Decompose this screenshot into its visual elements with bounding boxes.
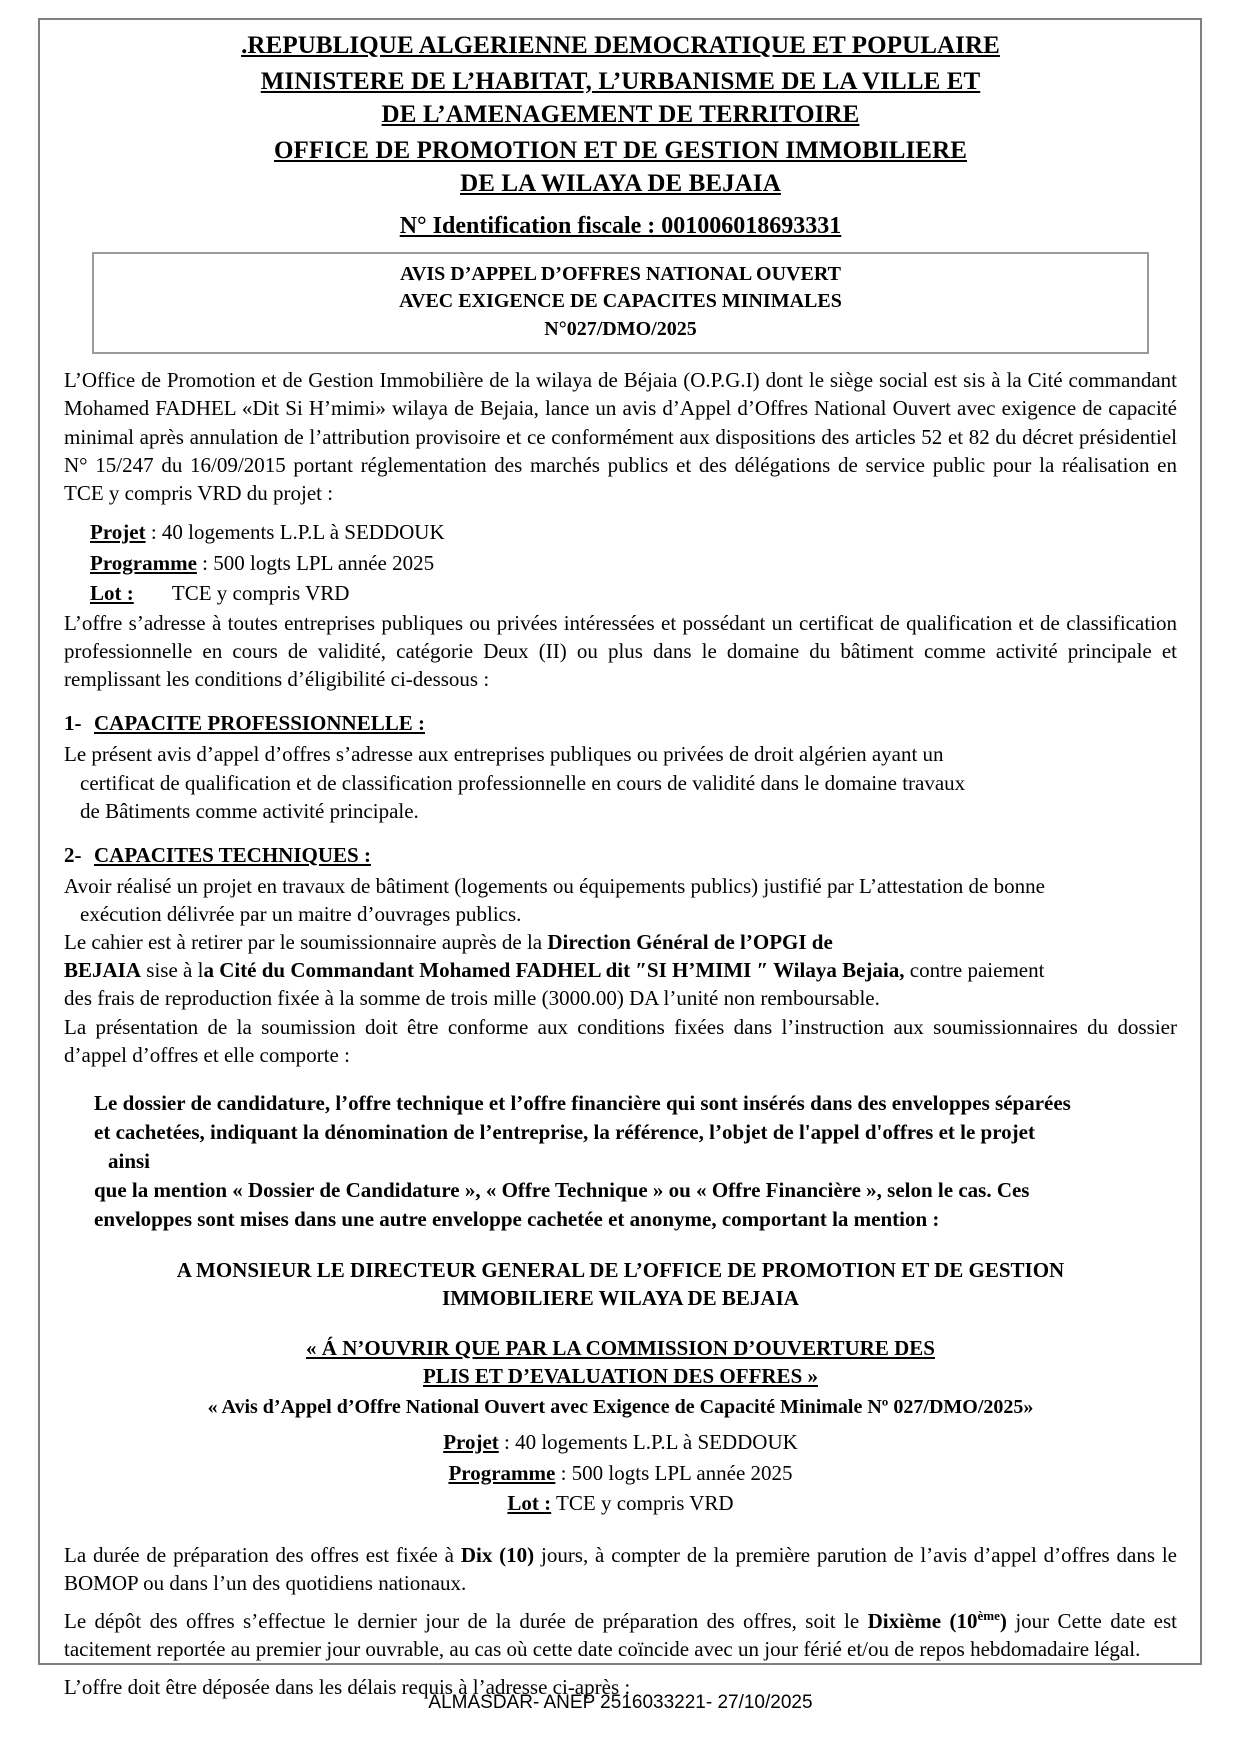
deadline-address-paragraph: L’offre doit être déposée dans les délais requis à l’adresse ci-après :	[64, 1675, 631, 1700]
section-1-number: 1-	[64, 711, 82, 736]
addressee-line-1: A MONSIEUR LE DIRECTEUR GENERAL DE L’OFFICE DE PROMOTION ET DE GESTION	[176, 1257, 1065, 1282]
document-header	[64, 30, 1177, 201]
deadline-deposit-text-a: Le dépôt des offres s’effectue le dernier jour de la durée de préparation des offres, soit le	[64, 1609, 868, 1634]
tender-notice-box	[92, 252, 1149, 355]
do-not-open-line-1-text: « Á N’OUVRIR QUE PAR LA COMMISSION D’OUVERTURE DES	[306, 1335, 935, 1360]
cahier-paragraph	[64, 928, 1177, 1012]
header-line-ministry-2	[64, 99, 1177, 132]
deadline-prep-text-a: La durée de préparation des offres est fixée à	[64, 1542, 461, 1567]
deadline-deposit-text-b: jour Cette date est tacitement reportée au premier jour ouvrable, au cas où cette date coïncide avec un jour férié et/ou de repos hebdomadaire légal.	[64, 1609, 1178, 1662]
header-line-republic-text: .REPUBLIQUE ALGERIENNE DEMOCRATIQUE ET POPULAIRE	[241, 32, 1000, 59]
envelopes-line-2: et cachetées, indiquant la dénomination de l’entreprise, la référence, l’objet de l'appel d'offres et le projet	[94, 1119, 1035, 1144]
project-row-2	[64, 1427, 1177, 1458]
section-2-heading	[64, 841, 1177, 869]
do-not-open-line-1	[64, 1334, 1177, 1362]
deadlines-block	[64, 1541, 1177, 1702]
lot-value-2: TCE y compris VRD	[556, 1491, 734, 1516]
notice-title-line-2: AVEC EXIGENCE DE CAPACITES MINIMALES	[399, 290, 842, 313]
header-line-ministry-2-text: DE L’AMENAGEMENT DE TERRITOIRE	[381, 101, 860, 128]
header-line-ministry-1	[64, 66, 1177, 99]
deadline-deposit-day-close: )	[999, 1609, 1007, 1634]
project-row	[90, 517, 1177, 548]
deadline-deposit-ordinal-suffix: ème	[977, 1608, 1000, 1624]
lot-label: Lot :	[90, 581, 134, 606]
cahier-tail-text: contre paiement	[904, 958, 1045, 983]
do-not-open-line-2-text: PLIS ET D’EVALUATION DES OFFRES »	[422, 1363, 818, 1388]
project-details-block	[90, 517, 1177, 609]
section-2-number: 2-	[64, 842, 82, 867]
project-label-2: Projet	[443, 1429, 499, 1454]
section-1-body	[64, 740, 1177, 824]
cahier-direction-bold: Direction Général de l’OPGI de	[547, 930, 833, 955]
cahier-address-bold: a Cité du Commandant Mohamed FADHEL dit ″SI H’MIMI ″ Wilaya Bejaia,	[203, 958, 905, 983]
project-label: Projet	[90, 519, 146, 544]
section-2-title: CAPACITES TECHNIQUES :	[94, 842, 371, 867]
deadline-deposit-day: Dixième (10	[867, 1609, 978, 1634]
intro-paragraph: L’Office de Promotion et de Gestion Immobilière de la wilaya de Béjaia (O.P.G.I) dont le siège social est sis à la Cité commandant Mohamed FADHEL «Dit Si H’mimi» wilaya de Bejaia, lance un avis d’Appel d’Offres National Ouvert avec exigence de capacité minimal après annulation de l’attribution provisoire et ce conformément aux dispositions des articles 52 et 82 du décret présidentiel N° 15/247 du 16/09/2015 portant réglementation des marchés publics et des délégations de service public pour la réalisation en TCE y compris VRD du projet :	[64, 368, 1177, 505]
lot-value: TCE y compris VRD	[171, 581, 350, 606]
section-1-line-1: Le présent avis d’appel d’offres s’adresse aux entreprises publiques ou privées de droit algérien ayant un	[64, 742, 944, 767]
deadline-prep-text-b: jours, à compter de la première parution de l’avis d’appel d’offres dans le BOMOP ou dans l’un des quotidiens nationaux.	[64, 1542, 1177, 1595]
header-line-ministry-1-text: MINISTERE DE L’HABITAT, L’URBANISME DE LA VILLE ET	[260, 67, 981, 95]
section-2-line-2: exécution délivrée par un maitre d’ouvrages publics.	[80, 902, 522, 926]
cahier-mid-text: sise à l	[141, 958, 204, 983]
section-2-body	[64, 872, 1177, 928]
notice-title-line-1: AVIS D’APPEL D’OFFRES NATIONAL OUVERT	[400, 262, 841, 285]
programme-label-2: Programme	[448, 1460, 556, 1485]
header-line-office-2-text: DE LA WILAYA DE BEJAIA	[460, 170, 781, 197]
project-value-2: : 40 logements L.P.L à SEDDOUK	[504, 1429, 798, 1454]
addressee-block	[64, 1256, 1177, 1312]
fiscal-identification-text: N° Identification fiscale : 001006018693331	[399, 212, 842, 239]
lot-row-2	[64, 1488, 1177, 1519]
envelopes-line-3: ainsi	[108, 1148, 151, 1173]
document-footer: ALMASDAR- ANEP 2516033221- 27/10/2025	[428, 1692, 813, 1713]
cahier-lead-text: Le cahier est à retirer par le soumissionnaire auprès de la	[64, 930, 548, 955]
project-details-block-2	[64, 1427, 1177, 1519]
document-content	[36, 18, 1205, 1701]
section-1-line-3: de Bâtiments comme activité principale.	[80, 798, 419, 823]
do-not-open-block	[64, 1334, 1177, 1390]
cahier-line-2	[64, 956, 1177, 984]
lot-label-2: Lot :	[507, 1491, 552, 1516]
programme-row	[90, 548, 1177, 579]
programme-label: Programme	[90, 550, 197, 575]
envelopes-line-5: enveloppes sont mises dans une autre enveloppe cachetée et anonyme, comportant la mention :	[94, 1206, 940, 1231]
header-line-office-1	[64, 135, 1177, 168]
section-1-heading	[64, 709, 1177, 737]
addressee-line-2: IMMOBILIERE WILAYA DE BEJAIA	[442, 1285, 799, 1310]
avis-reference-line: « Avis d’Appel d’Offre National Ouvert avec Exigence de Capacité Minimale Nº 027/DMO/2025»	[207, 1396, 1034, 1419]
deadline-prep-days: Dix (10)	[460, 1542, 535, 1567]
header-line-office-2	[64, 168, 1177, 201]
section-1-line-2: certificat de qualification et de classification professionnelle en cours de validité dans le domaine travaux	[80, 770, 966, 795]
programme-row-2	[64, 1458, 1177, 1489]
section-1-title: CAPACITE PROFESSIONNELLE :	[94, 711, 425, 736]
envelopes-line-1: Le dossier de candidature, l’offre technique et l’offre financière qui sont insérés dans des enveloppes séparées	[94, 1090, 1071, 1115]
header-line-office-1-text: OFFICE DE PROMOTION ET DE GESTION IMMOBILIERE	[273, 136, 968, 164]
cahier-line-3: des frais de reproduction fixée à la somme de trois mille (3000.00) DA l’unité non remboursable.	[64, 986, 880, 1011]
header-line-republic	[64, 30, 1177, 63]
lot-row	[90, 578, 1177, 609]
fiscal-identification	[64, 213, 1177, 240]
do-not-open-line-2	[64, 1362, 1177, 1390]
envelopes-block	[94, 1089, 1177, 1234]
section-2-line-1: Avoir réalisé un projet en travaux de bâtiment (logements ou équipements publics) justifié par L’attestation de bonne	[64, 873, 1045, 898]
deadline-preparation-paragraph	[64, 1541, 1177, 1597]
cahier-line-1	[64, 928, 1177, 956]
deadline-deposit-paragraph	[64, 1607, 1177, 1663]
document-body	[64, 366, 1177, 1701]
programme-value: : 500 logts LPL année 2025	[202, 550, 435, 575]
programme-value-2: : 500 logts LPL année 2025	[560, 1460, 793, 1485]
project-value: : 40 logements L.P.L à SEDDOUK	[150, 519, 445, 544]
cahier-bejaia-bold: BEJAIA	[64, 958, 142, 983]
offer-eligibility-paragraph: L’offre s’adresse à toutes entreprises publiques ou privées intéressées et possédant un certificat de qualification et de classification professionnelle en cours de validité, catégorie Deux (II) ou plus dans le domaine du bâtiment comme activité principale et remplissant les conditions d’éligibilité ci-dessous :	[64, 610, 1177, 692]
notice-reference-number: N°027/DMO/2025	[544, 317, 697, 340]
envelopes-line-4: que la mention « Dossier de Candidature », « Offre Technique » ou « Offre Financière », selon le cas. Ces	[94, 1177, 1030, 1202]
presentation-paragraph: La présentation de la soumission doit être conforme aux conditions fixées dans l’instruction aux soumissionnaires du dossier d’appel d’offres et elle comporte :	[64, 1014, 1177, 1067]
